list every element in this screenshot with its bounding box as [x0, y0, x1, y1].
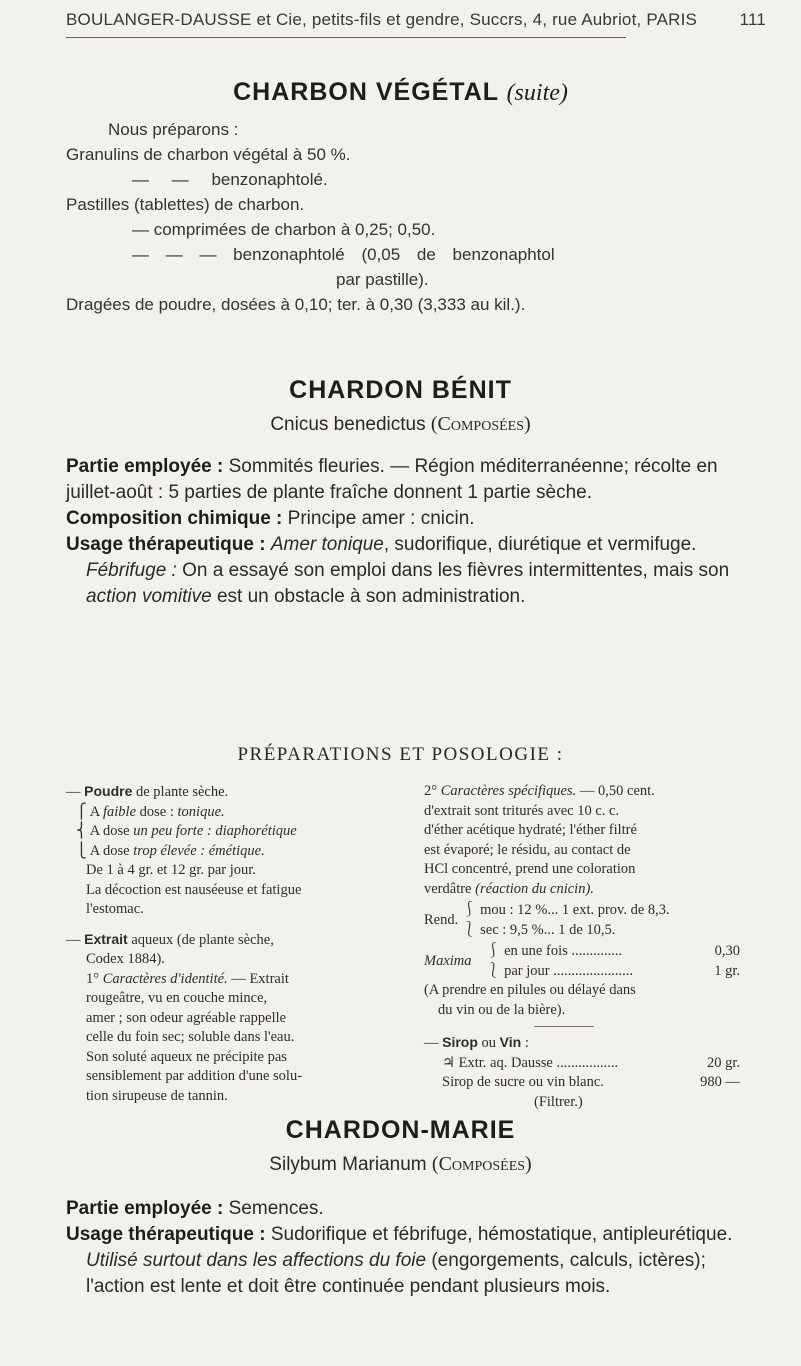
sirop-label: Sirop [442, 1034, 478, 1050]
charbon-line-3: Pastilles (tablettes) de charbon. [66, 195, 305, 214]
febrifuge-italic-2: action vomitive [86, 586, 212, 607]
chardon-benit-composition [66, 506, 766, 532]
preparations-right-column [424, 782, 740, 1112]
charbon-line-1: Granulins de charbon végétal à 50 %. [66, 145, 351, 164]
charbon-line-6: par pastille). [336, 270, 429, 289]
preparations-title: PRÉPARATIONS ET POSOLOGIE : [237, 744, 564, 765]
chardon-marie-body [66, 1196, 766, 1300]
rend-label: Rend. [424, 911, 459, 928]
chardon-benit-febrifuge [86, 558, 766, 610]
decoction-line-1: La décoction est nauséeuse et fatigue [86, 881, 302, 898]
chardon-marie-latin: Silybum Marianum [269, 1154, 427, 1175]
spec-line-3: HCl concentré, prend une coloration [424, 861, 636, 877]
usage-text: , sudorifique, diurétique et vermifuge. [383, 534, 697, 555]
extrait-line: — Extrait aqueux (de plante sèche, [66, 930, 274, 948]
reaction-text: (réaction du cnicin). [475, 880, 594, 897]
header-rule [66, 37, 626, 38]
sirop-line: — Sirop ou Vin : [424, 1034, 529, 1051]
poudre-line: — Poudre de plante sèche. [66, 783, 229, 800]
preparations-left-column [66, 782, 384, 1106]
dose-line: De 1 à 4 gr. et 12 gr. par jour. [86, 862, 256, 878]
dose-faible: ⎧ A faible dose : tonique. [76, 803, 225, 820]
dose-forte: ⎨ A dose un peu forte : diaphorétique [76, 823, 297, 839]
maxima-label: Maxima [424, 952, 472, 969]
chardon-marie-usage [66, 1222, 766, 1248]
chardon-benit-latin: Cnicus benedictus [270, 414, 426, 435]
r1-label: ♃ Extr. aq. Dausse [442, 1054, 553, 1071]
composition-text: Principe amer : cnicin. [287, 508, 475, 529]
dose-faible-c: tonique. [177, 803, 225, 820]
partie-label: Partie employée : [66, 456, 224, 477]
caracteres-specifiques [424, 782, 740, 802]
chardon-marie-subtitle [0, 1153, 801, 1176]
poudre-label: Poudre [84, 783, 133, 799]
chardon-benit-partie [66, 454, 766, 506]
max1-value: 0,30 [714, 943, 740, 959]
dose-faible-italic: faible [103, 803, 137, 820]
partie-text: Sommités fleuries. — Région méditerranéenne; récolte en juillet-août : 5 parties de plante fraîche donnent 1 partie sèche. [66, 456, 718, 503]
chardon-benit-subtitle [0, 413, 801, 436]
chardon-marie-title: CHARDON-MARIE [285, 1116, 516, 1144]
febrifuge-text-1: On a essayé son emploi dans les fièvres intermittentes, mais son [182, 560, 730, 581]
usage-italic: Amer tonique [270, 534, 384, 555]
car-line-5: tion sirupeuse de tannin. [86, 1087, 228, 1104]
maxima-values [486, 942, 740, 981]
maxima-jour: ⎱ par jour ...................... 1 gr. [486, 962, 740, 982]
extrait-label: Extrait [84, 930, 128, 947]
vin-label: Vin [499, 1034, 522, 1050]
rend-mou: ⎰ mou : 12 %... 1 ext. prov. de 8,3. [462, 902, 670, 918]
charbon-line-7: Dragées de poudre, dosées à 0,10; ter. à 0,30 (3,333 au kil.). [66, 295, 526, 314]
max1-label: en une fois [504, 943, 568, 959]
max2-label: par jour [504, 962, 550, 979]
page-number: 111 [739, 10, 766, 29]
usage-label: Usage thérapeutique : [66, 534, 266, 555]
extrait-text: aqueux (de plante sèche, [131, 931, 274, 948]
dose-faible-b: dose : [136, 803, 178, 820]
decoction-line-2: l'estomac. [86, 901, 144, 917]
dose-elevee: ⎩ A dose trop élevée : émétique. [76, 842, 265, 859]
recipe-line-1: ♃ Extr. aq. Dausse ................. 20 gr. [424, 1054, 740, 1074]
car-line-4: sensiblement par addition d'une solu- [86, 1068, 303, 1084]
car2-italic: Caractères spécifiques. [440, 783, 577, 799]
maxima-block [424, 942, 740, 981]
car1-label: 1° [86, 970, 103, 987]
maxima-fois: ⎰ en une fois .............. 0,30 [486, 942, 740, 962]
febrifuge-italic: Fébrifuge : [86, 560, 177, 581]
max2-value: 1 gr. [714, 962, 740, 979]
section-rule [534, 1026, 594, 1027]
cm-utilise-italic: Utilisé surtout dans les affections du foie [86, 1250, 427, 1271]
chardon-marie-utilise [86, 1248, 766, 1300]
dose-faible-a: A [89, 803, 103, 820]
dose-elevee-a: A dose [89, 842, 134, 859]
chardon-benit-family: (Composées) [430, 413, 531, 435]
charbon-suite: (suite) [506, 80, 568, 106]
spec-line-1: d'éther acétique hydraté; l'éther filtré [424, 822, 637, 838]
spec-line-2: est évaporé; le résidu, au contact de [424, 841, 631, 858]
chardon-benit-body [66, 454, 766, 610]
cm-partie-text: Semences. [228, 1198, 324, 1219]
rend-sec: ⎱ sec : 9,5 %... 1 de 10,5. [462, 921, 616, 938]
car1-italic: Caractères d'identité. [102, 970, 228, 987]
car2-label: 2° [424, 783, 441, 799]
rend-sec-text: sec : 9,5 %... 1 de 10,5. [480, 921, 616, 938]
poudre-text: de plante sèche. [135, 784, 229, 800]
febrifuge-text-2: est un obstacle à son administration. [216, 586, 526, 607]
charbon-line-5: — — — benzonaphtolé (0,05 de benzonaphtol [132, 245, 555, 264]
sirop-ou: ou [481, 1035, 497, 1051]
cm-partie-label: Partie employée : [66, 1198, 224, 1219]
cm-utilise-text: (engorgements, calculs, ictères); l'action est lente et doit être continuée pendant plusieurs mois. [86, 1250, 706, 1297]
spec-line-4-text: verdâtre [424, 880, 472, 897]
rend-values [462, 901, 670, 940]
dose-forte-a: A dose [89, 823, 134, 839]
car-line-3: Son soluté aqueux ne précipite pas [86, 1048, 287, 1065]
codex-line: Codex 1884). [86, 951, 165, 967]
charbon-line-2: — — benzonaphtolé. [132, 170, 328, 189]
car-line-0: rougeâtre, vu en couche mince, [86, 990, 268, 1006]
running-head [66, 10, 766, 30]
dose-forte-italic: un peu forte : diaphorétique [133, 823, 297, 839]
dose-elevee-italic: trop élevée : émétique. [133, 842, 265, 859]
charbon-line-4: — comprimées de charbon à 0,25; 0,50. [132, 220, 436, 239]
car1-text: — Extrait [227, 970, 289, 987]
charbon-title [0, 78, 801, 107]
running-head-text: BOULANGER-DAUSSE et Cie, petits-fils et gendre, Succrs, 4, rue Aubriot, PARIS [66, 10, 698, 29]
chardon-benit-title: CHARDON BÉNIT [289, 376, 512, 404]
caracteres-identite [66, 970, 384, 990]
car-line-2: celle du foin sec; soluble dans l'eau. [86, 1029, 295, 1045]
r2-value: 980 — [700, 1074, 740, 1090]
prendre-line-2: du vin ou de la bière). [438, 1001, 566, 1018]
chardon-marie-partie [66, 1196, 766, 1222]
charbon-title-text: CHARBON VÉGÉTAL [233, 78, 499, 106]
car-line-1: amer ; son odeur agréable rappelle [86, 1009, 287, 1026]
spec-line-4 [424, 880, 740, 900]
filtrer-line: (Filtrer.) [534, 1093, 583, 1110]
composition-label: Composition chimique : [66, 508, 283, 529]
car2-text: — 0,50 cent. [576, 783, 655, 799]
cm-usage-label: Usage thérapeutique : [66, 1224, 266, 1245]
recipe-line-2 [424, 1073, 740, 1093]
prendre-line-1: (A prendre en pilules ou délayé dans [424, 982, 636, 998]
rend-mou-text: mou : 12 %... 1 ext. prov. de 8,3. [480, 902, 670, 918]
r2-label: Sirop de sucre ou vin blanc. [442, 1074, 604, 1090]
chardon-marie-family: (Composées) [431, 1153, 532, 1175]
cm-usage-text: Sudorifique et fébrifuge, hémostatique, antipleurétique. [270, 1224, 733, 1245]
spec-line-0: d'extrait sont triturés avec 10 c. c. [424, 802, 620, 819]
sirop-colon: : [524, 1035, 529, 1051]
r1-value: 20 gr. [706, 1054, 740, 1071]
rendement-block [424, 901, 740, 940]
charbon-line-0: Nous préparons : [108, 120, 239, 139]
chardon-benit-usage [66, 532, 766, 558]
